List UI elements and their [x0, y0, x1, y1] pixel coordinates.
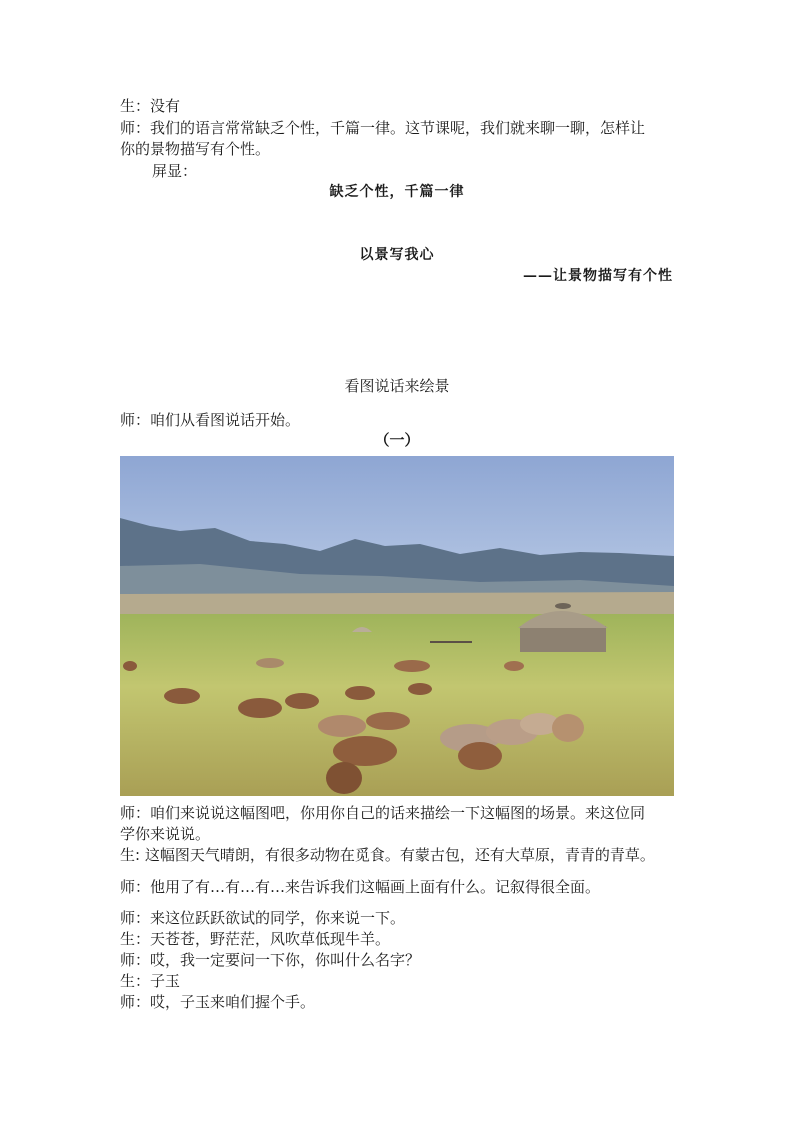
dialogue-line: 生：没有: [120, 97, 181, 115]
dialogue-line: 师：我们的语言常常缺乏个性，千篇一律。这节课呢，我们就来聊一聊，怎样让: [120, 119, 646, 137]
dialogue-line: 你的景物描写有个性。: [120, 140, 271, 158]
dialogue-line: 师：来这位跃跃欲试的同学，你来说一下。: [120, 909, 406, 927]
dialogue-line: 师：他用了有…有…有…来告诉我们这幅画上面有什么。记叙得很全面。: [120, 878, 601, 896]
grassland-photo: [120, 456, 674, 796]
dialogue-line: 师：咱们来说说这幅图吧，你用你自己的话来描绘一下这幅图的场景。来这位同: [120, 804, 646, 822]
figure-label: （一）: [374, 431, 420, 449]
dialogue-line: 生：子玉: [120, 972, 181, 990]
dialogue-line: 学你来说说。: [120, 825, 211, 843]
plain: [120, 592, 674, 616]
slide-line-2: 以景写我心: [359, 247, 435, 263]
screen-label: 屏显：: [152, 162, 198, 180]
section-title: 看图说话来绘景: [344, 377, 450, 395]
slide-line-1: 缺乏个性，千篇一律: [329, 184, 465, 200]
intro-line: 师：咱们从看图说话开始。: [120, 411, 301, 429]
dialogue-line: 生: 这幅图天气晴朗，有很多动物在觅食。有蒙古包，还有大草原，青青的青草。: [120, 846, 655, 864]
slide-line-3: ——让景物描写有个性: [523, 268, 673, 284]
dialogue-line: 师：哎，子玉来咱们握个手。: [120, 993, 316, 1011]
dialogue-line: 师：哎，我一定要问一下你，你叫什么名字？: [120, 951, 421, 969]
dialogue-line: 生：天苍苍，野茫茫，风吹草低现牛羊。: [120, 930, 391, 948]
